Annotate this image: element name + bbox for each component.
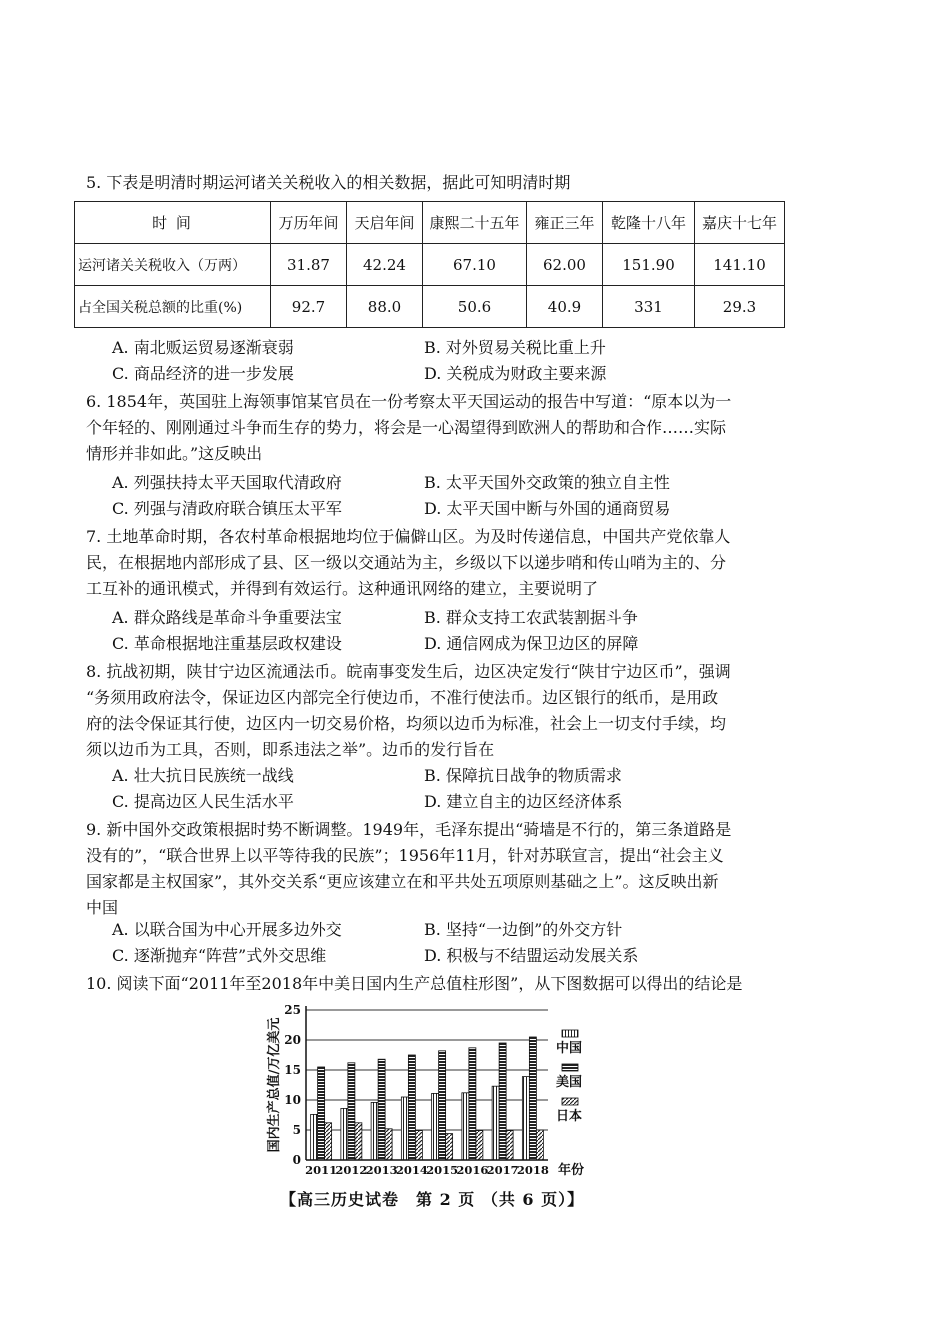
legend-swatch bbox=[562, 1098, 578, 1105]
table-header-cell: 乾隆十八年 bbox=[603, 202, 695, 244]
q5-stem: 5. 下表是明清时期运河诸关关税收入的相关数据，据此可知明清时期 bbox=[86, 173, 571, 192]
table-row bbox=[75, 244, 785, 286]
bar-日本 bbox=[536, 1130, 543, 1160]
bar-美国 bbox=[378, 1059, 385, 1160]
option-d[interactable]: D. 建立自主的边区经济体系 bbox=[424, 792, 623, 811]
x-axis-label: 年份 bbox=[558, 1163, 585, 1178]
table-cell: 42.24 bbox=[347, 244, 423, 286]
option-c[interactable]: C. 革命根据地注重基层政权建设 bbox=[112, 634, 342, 653]
option-d[interactable]: D. 通信网成为保卫边区的屏障 bbox=[424, 634, 639, 653]
x-tick-label: 2017 bbox=[486, 1163, 519, 1177]
bar-美国 bbox=[439, 1051, 446, 1160]
table-cell: 88.0 bbox=[347, 286, 423, 328]
x-tick-label: 2016 bbox=[456, 1163, 489, 1177]
legend-label: 中国 bbox=[556, 1041, 583, 1056]
option-b[interactable]: B. 群众支持工农武装割据斗争 bbox=[424, 608, 638, 627]
option-b[interactable]: B. 坚持“一边倒”的外交方针 bbox=[424, 920, 623, 939]
q10-stem: 10. 阅读下面“2011年至2018年中美日国内生产总值柱形图”，从下图数据可以得出的结论是 bbox=[86, 974, 743, 993]
legend-swatch bbox=[562, 1064, 578, 1071]
page-footer: 【高三历史试卷 第 2 页 （共 6 页）】 bbox=[280, 1190, 585, 1209]
q8-stem: 8. 抗战初期，陕甘宁边区流通法币。皖南事变发生后，边区决定发行“陕甘宁边区币”，强调 “务须用政府法令，保证边区内部完全行使边币，不准行使法币。边区银行的纸币，是用政 府的法令保证其行使，边区内一切交易价格，均须以边币为标准，社会上一切支付手续，均 须以边币为工具，否则，即系违法之举”。边币的发行旨在 bbox=[86, 662, 731, 759]
bar-美国 bbox=[348, 1063, 355, 1160]
table-cell: 占全国关税总额的比重(%) bbox=[75, 286, 271, 328]
x-tick-label: 2014 bbox=[395, 1163, 428, 1177]
bar-中国 bbox=[401, 1097, 408, 1160]
q7-stem: 7. 土地革命时期，各农村革命根据地均位于偏僻山区。为及时传递信息，中国共产党依靠人 民，在根据地内部形成了县、区一级以交通站为主，乡级以下以递步哨和传山哨为主的、分 工互补的通讯模式，并得到有效运行。这种通讯网络的建立，主要说明了 bbox=[86, 527, 731, 598]
table-cell: 141.10 bbox=[695, 244, 785, 286]
y-tick-label: 25 bbox=[284, 1003, 301, 1017]
option-b[interactable]: B. 保障抗日战争的物质需求 bbox=[424, 766, 622, 785]
y-tick-label: 20 bbox=[284, 1033, 301, 1047]
option-c[interactable]: C. 提高边区人民生活水平 bbox=[112, 792, 294, 811]
bar-中国 bbox=[462, 1093, 469, 1160]
q5-options bbox=[112, 335, 752, 387]
bar-美国 bbox=[469, 1048, 476, 1160]
q6-options bbox=[112, 470, 752, 522]
y-tick-label: 10 bbox=[284, 1093, 301, 1107]
x-tick-label: 2015 bbox=[426, 1163, 459, 1177]
bar-日本 bbox=[506, 1131, 513, 1160]
gdp-bar-chart bbox=[262, 1000, 602, 1182]
table-cell: 151.90 bbox=[603, 244, 695, 286]
y-tick-label: 0 bbox=[292, 1153, 301, 1167]
table-cell: 29.3 bbox=[695, 286, 785, 328]
legend-label: 美国 bbox=[556, 1075, 583, 1090]
legend-label: 日本 bbox=[556, 1109, 583, 1124]
option-b[interactable]: B. 对外贸易关税比重上升 bbox=[424, 338, 606, 357]
bar-美国 bbox=[318, 1067, 325, 1160]
table-header-cell: 康熙二十五年 bbox=[423, 202, 527, 244]
q9-stem: 9. 新中国外交政策根据时势不断调整。1949年，毛泽东提出“骑墙是不行的，第三条道路是 没有的”，“联合世界上以平等待我的民族”；1956年11月，针对苏联宣言，提出“社会主义 国家都是主权国家”，其外交关系“更应该建立在和平共处五项原则基础之上”。这反映出新 中国 bbox=[86, 820, 732, 917]
customs-revenue-table bbox=[74, 201, 785, 328]
option-d[interactable]: D. 关税成为财政主要来源 bbox=[424, 364, 607, 383]
table-header-cell: 时 间 bbox=[75, 202, 271, 244]
bar-中国 bbox=[522, 1077, 529, 1160]
table-header-cell: 天启年间 bbox=[347, 202, 423, 244]
x-tick-label: 2013 bbox=[365, 1163, 398, 1177]
table-row bbox=[75, 286, 785, 328]
q7-options bbox=[112, 605, 752, 657]
option-d[interactable]: D. 积极与不结盟运动发展关系 bbox=[424, 946, 639, 965]
table-cell: 92.7 bbox=[271, 286, 347, 328]
q9-options bbox=[112, 917, 752, 969]
bar-中国 bbox=[371, 1102, 378, 1160]
table-header-cell: 万历年间 bbox=[271, 202, 347, 244]
bar-中国 bbox=[492, 1086, 499, 1160]
bar-美国 bbox=[499, 1043, 506, 1160]
x-tick-label: 2012 bbox=[335, 1163, 368, 1177]
option-a[interactable]: A. 壮大抗日民族统一战线 bbox=[112, 766, 294, 785]
bar-日本 bbox=[355, 1123, 362, 1160]
table-cell: 331 bbox=[603, 286, 695, 328]
bar-美国 bbox=[529, 1037, 536, 1160]
x-tick-label: 2011 bbox=[305, 1163, 338, 1177]
y-tick-label: 15 bbox=[284, 1063, 301, 1077]
option-a[interactable]: A. 群众路线是革命斗争重要法宝 bbox=[112, 608, 342, 627]
option-c[interactable]: C. 列强与清政府联合镇压太平军 bbox=[112, 499, 342, 518]
option-b[interactable]: B. 太平天国外交政策的独立自主性 bbox=[424, 473, 670, 492]
q6-stem: 6. 1854年，英国驻上海领事馆某官员在一份考察太平天国运动的报告中写道：“原本以为一 个年轻的、刚刚通过斗争而生存的势力，将会是一心渴望得到欧洲人的帮助和合作……实际 情形并非如此。”这反映出 bbox=[86, 392, 732, 463]
option-a[interactable]: A. 南北贩运贸易逐渐衰弱 bbox=[112, 338, 294, 357]
table-cell: 62.00 bbox=[527, 244, 603, 286]
table-cell: 40.9 bbox=[527, 286, 603, 328]
q8-options bbox=[112, 763, 752, 815]
y-axis-label: 国内生产总值/万亿美元 bbox=[267, 1017, 282, 1153]
table-cell: 50.6 bbox=[423, 286, 527, 328]
bar-中国 bbox=[311, 1114, 318, 1160]
table-header-cell: 雍正三年 bbox=[527, 202, 603, 244]
bar-日本 bbox=[476, 1131, 483, 1160]
table-cell: 67.10 bbox=[423, 244, 527, 286]
bar-日本 bbox=[385, 1129, 392, 1160]
bar-中国 bbox=[341, 1108, 348, 1160]
legend-swatch bbox=[562, 1030, 578, 1037]
option-d[interactable]: D. 太平天国中断与外国的通商贸易 bbox=[424, 499, 671, 518]
table-header-cell: 嘉庆十七年 bbox=[695, 202, 785, 244]
option-c[interactable]: C. 逐渐抛弃“阵营”式外交思维 bbox=[112, 946, 327, 965]
option-a[interactable]: A. 列强扶持太平天国取代清政府 bbox=[112, 473, 342, 492]
table-header-row bbox=[75, 202, 785, 244]
table-cell: 运河诸关关税收入（万两） bbox=[75, 244, 271, 286]
bar-日本 bbox=[446, 1134, 453, 1160]
bar-日本 bbox=[415, 1131, 422, 1160]
bar-中国 bbox=[432, 1093, 439, 1160]
x-tick-label: 2018 bbox=[516, 1163, 549, 1177]
option-a[interactable]: A. 以联合国为中心开展多边外交 bbox=[112, 920, 342, 939]
bar-美国 bbox=[408, 1055, 415, 1160]
bar-日本 bbox=[325, 1123, 332, 1160]
table-cell: 31.87 bbox=[271, 244, 347, 286]
y-tick-label: 5 bbox=[292, 1123, 301, 1137]
option-c[interactable]: C. 商品经济的进一步发展 bbox=[112, 364, 294, 383]
